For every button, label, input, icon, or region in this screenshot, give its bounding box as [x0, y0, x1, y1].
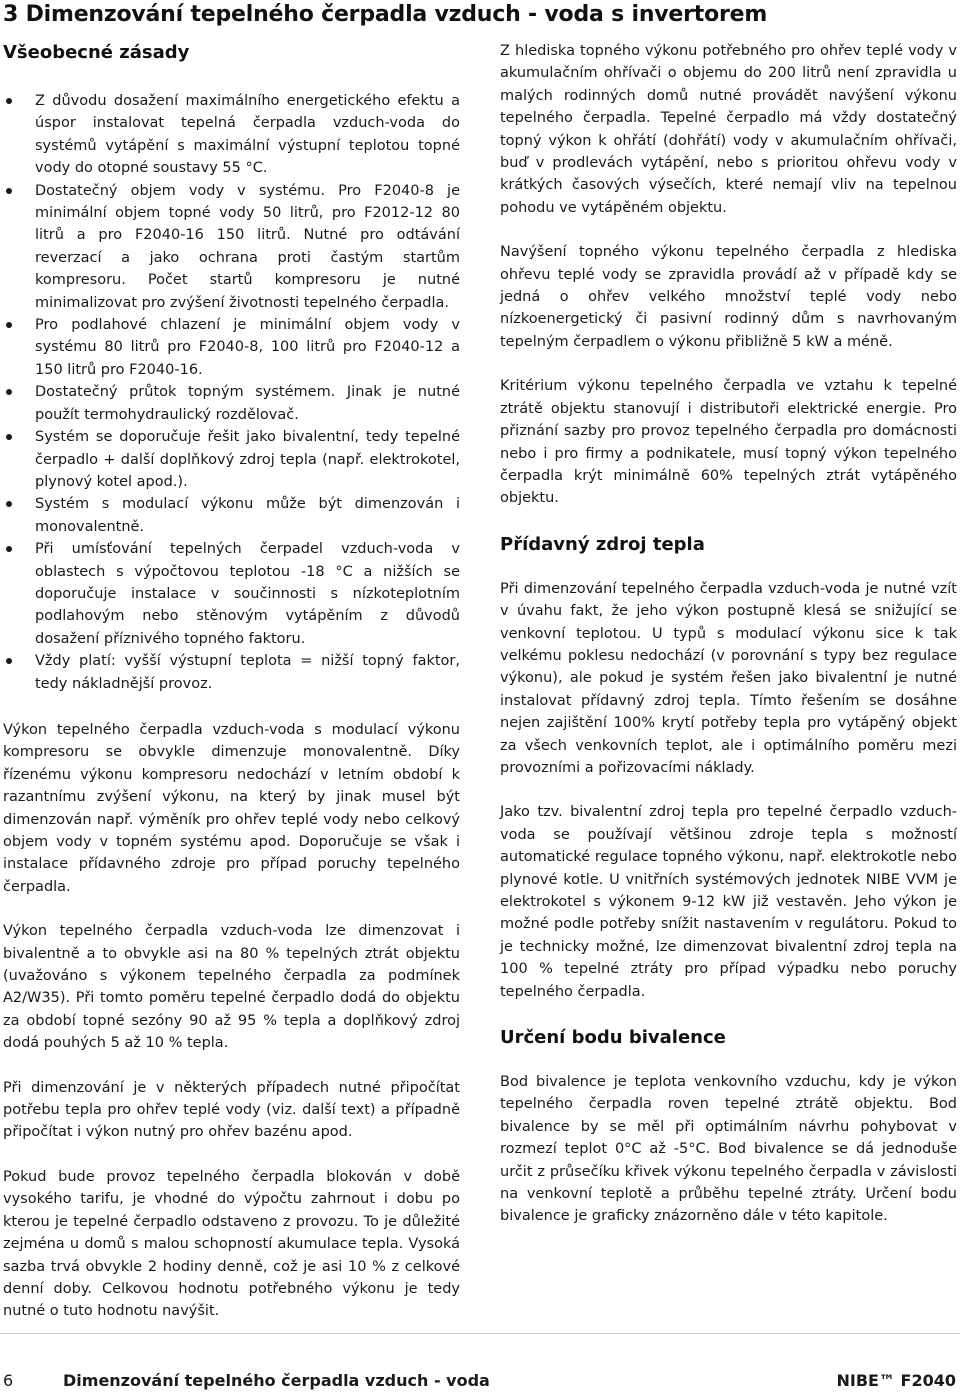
- section-heading-general: Všeobecné zásady: [3, 42, 190, 63]
- section-heading-additional-heat-source: Přídavný zdroj tepla: [500, 533, 705, 555]
- body-paragraph: Při dimenzování tepelného čerpadla vzduch-voda je nutné vzít v úvahu fakt, že jeho výkon postupně klesá se snižující se venkovní teplotou. U typů s modulací výkonu sice k tak velkému poklesu nedochází (v porovnání s typy bez regulace výkonu), ale pokud je systém řešen jako bivalentní je nutné instalovat přídavný zdroj tepla. Tímto řešením se dosáhne nejen zajištění 100% krytí potřeby tepla pro vytápěný objekt za všech venkovních teplot, ale i optimálního poměru mezi provozními a pořizovacími náklady.: [500, 580, 957, 776]
- list-item: Dostatečný průtok topným systémem. Jinak je nutné použít termohydraulický rozdělovač.: [3, 381, 460, 426]
- right-column: [500, 40, 957, 1250]
- body-paragraph: Jako tzv. bivalentní zdroj tepla pro tepelné čerpadlo vzduch-voda se používají většinou zdroje tepla s možností automatické regulace topného výkonu, např. elektrokotle nebo plynové kotle. U vnitřních systémových jednotek NIBE VVM je elektrokotel s výkonem 9-12 kW již vestavěn. Jeho výkon je možné podle potřeby snížit nastavením v regulátoru. Pokud to je technicky možné, lze dimenzovat bivalentní zdroj tepla na 100 % tepelné ztráty pro případ výpadku nebo poruchy tepelného čerpadla.: [500, 804, 957, 1000]
- body-paragraph: Navýšení topného výkonu tepelného čerpadla z hlediska ohřevu teplé vody se zpravidla provádí až v případě kdy se jedná o ohřev velkého množství teplé vody nebo nízkoenergetický či pasivní rodinný dům s navrhovaným tepelným čerpadlem o výkonu přibližně 5 kW a méně.: [500, 244, 957, 350]
- list-item: Systém s modulací výkonu může být dimenzován i monovalentně.: [3, 493, 460, 538]
- section-heading-bivalence-point: Určení bodu bivalence: [500, 1027, 726, 1049]
- footer-divider: [0, 1333, 960, 1334]
- body-paragraph: Kritérium výkonu tepelného čerpadla ve vztahu k tepelné ztrátě objektu stanovují i distributoři elektrické energie. Pro přiznání sazby pro provoz tepelného čerpadla pro domácnosti nebo i pro firmy a podnikatele, musí topný výkon tepelného čerpadla krýt minimálně 60% tepelných ztrát vytápěného objektu.: [500, 378, 957, 507]
- list-item: Dostatečný objem vody v systému. Pro F2040-8 je minimální objem topné vody 50 litrů, pro F2012-12 80 litrů a pro F2040-16 150 litrů. Nutné pro odtávání reverzací a jako ochrana proti častým startům kompresoru. Počet startů kompresoru je nutné minimalizovat pro zvýšení životnosti tepelného čerpadla.: [3, 180, 460, 314]
- body-paragraph: Výkon tepelného čerpadla vzduch-voda s modulací výkonu kompresoru se obvykle dimenzuje monovalentně. Díky řízenému výkonu kompresoru nedochází v letním období k razantnímu zvýšení výkonu, na který by jinak musel být dimenzován např. výměník pro ohřev teplé vody nebo celkový objem vody v topném systému apod. Doporučuje se však i instalace přídavného zdroje pro případ poruchy tepelného čerpadla.: [3, 721, 460, 895]
- body-paragraph: Výkon tepelného čerpadla vzduch-voda lze dimenzovat i bivalentně a to obvykle asi na 80 % tepelných ztrát objektu (uvažováno s výkonem tepelného čerpadla za podmínek A2/W35). Při tomto poměru tepelné čerpadlo dodá do objektu za období topné sezóny 90 až 95 % tepla a doplňkový zdroj dodá pouhých 5 až 10 % tepla.: [3, 923, 460, 1052]
- footer-product-name: NIBE™ F2040: [836, 1371, 956, 1390]
- body-paragraph: Při dimenzování je v některých případech nutné připočítat potřebu tepla pro ohřev teplé vody (viz. další text) a případně připočítat i výkon nutný pro ohřev bazénu apod.: [3, 1079, 460, 1141]
- page-title: 3 Dimenzování tepelného čerpadla vzduch - voda s invertorem: [3, 2, 768, 27]
- principles-list: [3, 90, 460, 695]
- footer-section-name: Dimenzování tepelného čerpadla vzduch - voda: [63, 1371, 490, 1390]
- list-item: Vždy platí: vyšší výstupní teplota = nižší topný faktor, tedy nákladnější provoz.: [3, 650, 460, 695]
- body-paragraph: Bod bivalence je teplota venkovního vzduchu, kdy je výkon tepelného čerpadla roven tepelné ztrátě objektu. Bod bivalence by se měl při optimálním návrhu pohybovat v rozmezí teplot 0°C až -5°C. Bod bivalence se dá jednoduše určit z průsečíku křivek výkonu tepelného čerpadla v závislosti na venkovní teplotě a průběhu tepelné ztráty. Určení bodu bivalence je graficky znázorněno dále v této kapitole.: [500, 1074, 957, 1225]
- list-item: Z důvodu dosažení maximálního energetického efektu a úspor instalovat tepelná čerpadla vzduch-voda do systémů vytápění s maximální výstupní teplotou topné vody do otopné soustavy 55 °C.: [3, 90, 460, 180]
- page-number: 6: [3, 1371, 14, 1390]
- body-paragraph: Pokud bude provoz tepelného čerpadla blokován v době vysokého tarifu, je vhodné do výpočtu zahrnout i dobu po kterou je tepelné čerpadlo odstaveno z provozu. To je důležité zejména u domů s malou schopností akumulace tepla. Vysoká sazba trvá obvykle 2 hodiny denně, což je asi 10 % z celkové denní doby. Celkovou hodnotu potřebného výkonu je tedy nutné o tuto hodnotu navýšit.: [3, 1168, 460, 1320]
- list-item: Pro podlahové chlazení je minimální objem vody v systému 80 litrů pro F2040-8, 100 litrů pro F2040-12 a 150 litrů pro F2040-16.: [3, 314, 460, 381]
- left-column: [3, 40, 460, 1345]
- list-item: Systém se doporučuje řešit jako bivalentní, tedy tepelné čerpadlo + další doplňkový zdroj tepla (např. elektrokotel, plynový kotel apod.).: [3, 426, 460, 493]
- page-footer: [0, 1369, 960, 1393]
- list-item: Při umísťování tepelných čerpadel vzduch-voda v oblastech s výpočtovou teplotou -18 °C a nižších se doporučuje instalace v součinnosti s nízkoteplotním podlahovým nebo stěnovým vytápěním z důvodů dosažení příznivého topného faktoru.: [3, 538, 460, 650]
- body-paragraph: Z hlediska topného výkonu potřebného pro ohřev teplé vody v akumulačním ohřívači o objemu do 200 litrů není zpravidla u malých rodinných domů nutné provádět navýšení výkonu tepelného čerpadla. Tepelné čerpadlo má vždy dostatečný topný výkon k ohřátí (dohřátí) vody v akumulačním ohřívači, buď v prodlevách vytápění, nebo s prioritou ohřevu vody v krátkých časových výsečích, které nemají vliv na tepelnou pohodu ve vytápěném objektu.: [500, 43, 957, 216]
